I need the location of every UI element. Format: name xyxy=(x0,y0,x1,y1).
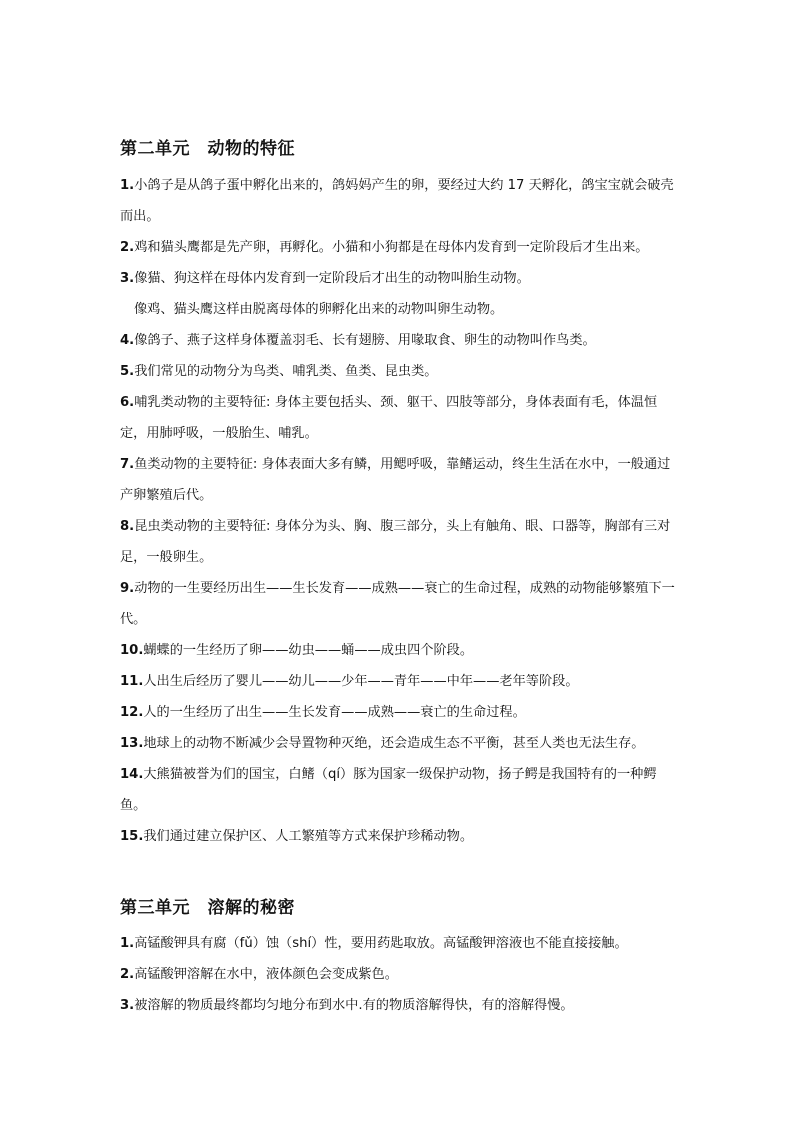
item-number: 1. xyxy=(120,178,135,193)
list-item xyxy=(120,294,680,325)
item-text: 大熊猫被誉为们的国宝，白鳍（qí）豚为国家一级保护动物，扬子鳄是我国特有的一种鳄鱼。 xyxy=(120,767,657,813)
section-items-unit-3 xyxy=(120,928,680,1021)
list-item xyxy=(120,635,680,666)
item-text: 被溶解的物质最终都均匀地分布到水中.有的物质溶解得快，有的溶解得慢。 xyxy=(134,998,574,1013)
item-text: 我们通过建立保护区、人工繁殖等方式来保护珍稀动物。 xyxy=(143,829,474,844)
item-number: 4. xyxy=(120,333,135,348)
item-number: 12. xyxy=(120,705,144,720)
list-item xyxy=(120,697,680,728)
list-item xyxy=(120,232,680,263)
list-item xyxy=(120,928,680,959)
item-text: 人出生后经历了婴儿——幼儿——少年——青年——中年——老年等阶段。 xyxy=(143,674,579,689)
item-number: 3. xyxy=(120,271,135,286)
item-text: 高锰酸钾溶解在水中，液体颜色会变成紫色。 xyxy=(134,967,398,982)
list-item xyxy=(120,387,680,449)
list-item xyxy=(120,449,680,511)
section-title-unit-3: 第三单元 溶解的秘密 xyxy=(120,898,295,918)
list-item xyxy=(120,511,680,573)
section-items-unit-2 xyxy=(120,170,680,852)
item-number: 9. xyxy=(120,581,135,596)
item-text: 人的一生经历了出生——生长发育——成熟——衰亡的生命过程。 xyxy=(143,705,526,720)
list-item xyxy=(120,170,680,232)
item-text: 蝴蝶的一生经历了卵——幼虫——蛹——成虫四个阶段。 xyxy=(143,643,474,658)
item-text: 小鸽子是从鸽子蛋中孵化出来的，鸽妈妈产生的卵，要经过大约 17 天孵化，鸽宝宝就会破壳而出。 xyxy=(120,178,674,224)
item-text: 昆虫类动物的主要特征: 身体分为头、胸、腹三部分，头上有触角、眼、口器等，胸部有三对足，一般卵生。 xyxy=(120,519,671,565)
section-title-unit-2: 第二单元 动物的特征 xyxy=(120,139,295,159)
item-number: 10. xyxy=(120,643,144,658)
list-item xyxy=(120,728,680,759)
item-number: 11. xyxy=(120,674,144,689)
item-number: 1. xyxy=(120,936,135,951)
item-number: 6. xyxy=(120,395,135,410)
item-number: 7. xyxy=(120,457,135,472)
list-item xyxy=(120,573,680,635)
item-text: 鸡和猫头鹰都是先产卵，再孵化。小猫和小狗都是在母体内发育到一定阶段后才生出来。 xyxy=(134,240,649,255)
item-text: 像猫、狗这样在母体内发育到一定阶段后才出生的动物叫胎生动物。 xyxy=(134,271,530,286)
list-item xyxy=(120,990,680,1021)
item-text: 地球上的动物不断减少会导置物种灭绝，还会造成生态不平衡，甚至人类也无法生存。 xyxy=(143,736,645,751)
list-item xyxy=(120,759,680,821)
list-item xyxy=(120,959,680,990)
item-number: 13. xyxy=(120,736,144,751)
item-number: 2. xyxy=(120,967,135,982)
item-text: 我们常见的动物分为鸟类、哺乳类、鱼类、昆虫类。 xyxy=(134,364,438,379)
item-text: 高锰酸钾具有腐（fǔ）蚀（shí）性，要用药匙取放。高锰酸钾溶液也不能直接接触。 xyxy=(134,936,628,951)
list-item xyxy=(120,356,680,387)
list-item xyxy=(120,263,680,294)
item-text: 像鸡、猫头鹰这样由脱离母体的卵孵化出来的动物叫卵生动物。 xyxy=(134,302,504,317)
item-number: 14. xyxy=(120,767,144,782)
item-text: 鱼类动物的主要特征: 身体表面大多有鳞，用鳃呼吸，靠鳍运动，终生生活在水中，一般通过产卵繁殖后代。 xyxy=(120,457,671,503)
item-text: 动物的一生要经历出生——生长发育——成熟——衰亡的生命过程，成熟的动物能够繁殖下一代。 xyxy=(120,581,675,627)
item-text: 哺乳类动物的主要特征: 身体主要包括头、颈、躯干、四肢等部分，身体表面有毛，体温恒定，用肺呼吸，一般胎生、哺乳。 xyxy=(120,395,658,441)
item-number: 15. xyxy=(120,829,144,844)
item-number: 5. xyxy=(120,364,135,379)
item-number: 2. xyxy=(120,240,135,255)
item-number: 8. xyxy=(120,519,135,534)
list-item xyxy=(120,325,680,356)
list-item xyxy=(120,821,680,852)
list-item xyxy=(120,666,680,697)
item-text: 像鸽子、燕子这样身体覆盖羽毛、长有翅膀、用喙取食、卵生的动物叫作鸟类。 xyxy=(134,333,596,348)
item-number: 3. xyxy=(120,998,135,1013)
